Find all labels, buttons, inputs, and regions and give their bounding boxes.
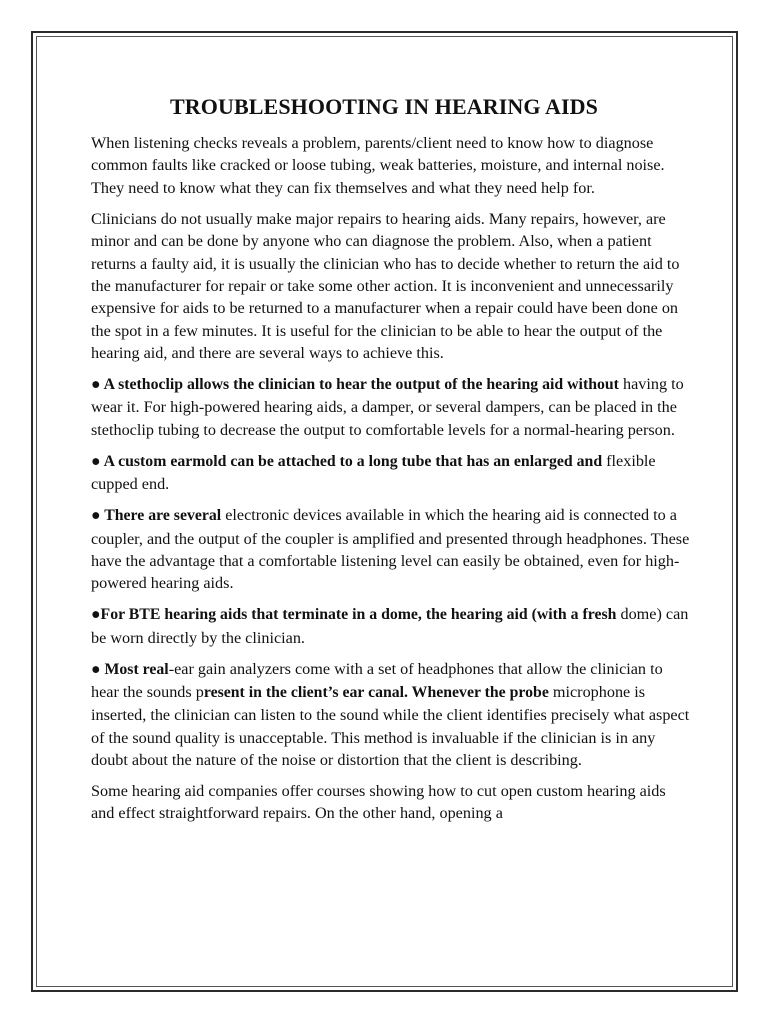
bullet-electronic-devices xyxy=(91,504,691,595)
bullet-real-ear-bold: ● Most real xyxy=(91,660,169,678)
paragraph-intro: When listening checks reveals a problem, parents/client need to know how to diagnose common faults like cracked or loose tubing, weak batteries, moisture, and internal noise. They need to know what they can fix themselves and what they need help for. xyxy=(91,134,665,197)
bullet-earmold-bold: ● A custom earmold can be attached to a long tube that has an enlarged and xyxy=(91,452,603,470)
bullet-bte-dome-text: dome) can be worn directly by the clinician. xyxy=(91,605,689,647)
paragraph-clinicians: Clinicians do not usually make major repairs to hearing aids. Many repairs, however, are minor and can be done by anyone who can diagnose the problem. Also, when a patient returns a faulty aid, it is usually the clinician who has to decide whether to return the aid to the manufacturer for repair or take some other action. It is inconvenient and unnecessarily expensive for aids to be returned to a manufacturer when a repair could have been done on the spot in a few minutes. It is useful for the clinician to be able to hear the output of the hearing aid, and there are several ways to achieve this. xyxy=(91,209,680,363)
bullet-earmold-text: flexible cupped end. xyxy=(91,451,656,494)
bullet-real-ear-text-2: microphone is inserted, the clinician can listen to the sound while the client identifies precisely what aspect of the sound quality is unacceptable. This method is invaluable if the clinician is in any doubt about the nature of the noise or distortion that the client is describing. xyxy=(91,682,690,770)
bullet-stethoclip-text: having to wear it. For high-powered hearing aids, a damper, or several dampers, can be placed in the stethoclip tubing to decrease the output to comfortable levels for a normal-hearing person. xyxy=(91,375,684,439)
document-title: TROUBLESHOOTING IN HEARING AIDS xyxy=(170,94,598,119)
bullet-real-ear-text: -ear gain analyzers come with a set of headphones that allow the clinician to hear the sounds p xyxy=(91,659,663,701)
bullet-real-ear-analyzers xyxy=(91,658,691,772)
bullet-bte-dome-bold: ●For BTE hearing aids that terminate in a dome, the hearing aid (with a fresh xyxy=(91,606,617,624)
document-body xyxy=(91,93,691,833)
bullet-stethoclip-bold: ● A stethoclip allows the clinician to hear the output of the hearing aid without xyxy=(91,376,619,394)
bullet-bte-dome xyxy=(91,603,691,649)
paragraph-closing: Some hearing aid companies offer courses showing how to cut open custom hearing aids and effect straightforward repairs. On the other hand, opening a xyxy=(91,782,666,823)
bullet-stethoclip xyxy=(91,373,691,441)
bullet-electronic-devices-text: electronic devices available in which the hearing aid is connected to a coupler, and the output of the coupler is amplified and presented through headphones. These have the advantage that a comfortable listening level can easily be obtained, even for high-powered hearing aids. xyxy=(91,506,690,593)
bullet-electronic-devices-bold: ● There are several xyxy=(91,507,222,525)
bullet-earmold xyxy=(91,450,691,496)
bullet-real-ear-bold-2: resent in the client’s ear canal. Whenever the probe xyxy=(203,683,549,701)
